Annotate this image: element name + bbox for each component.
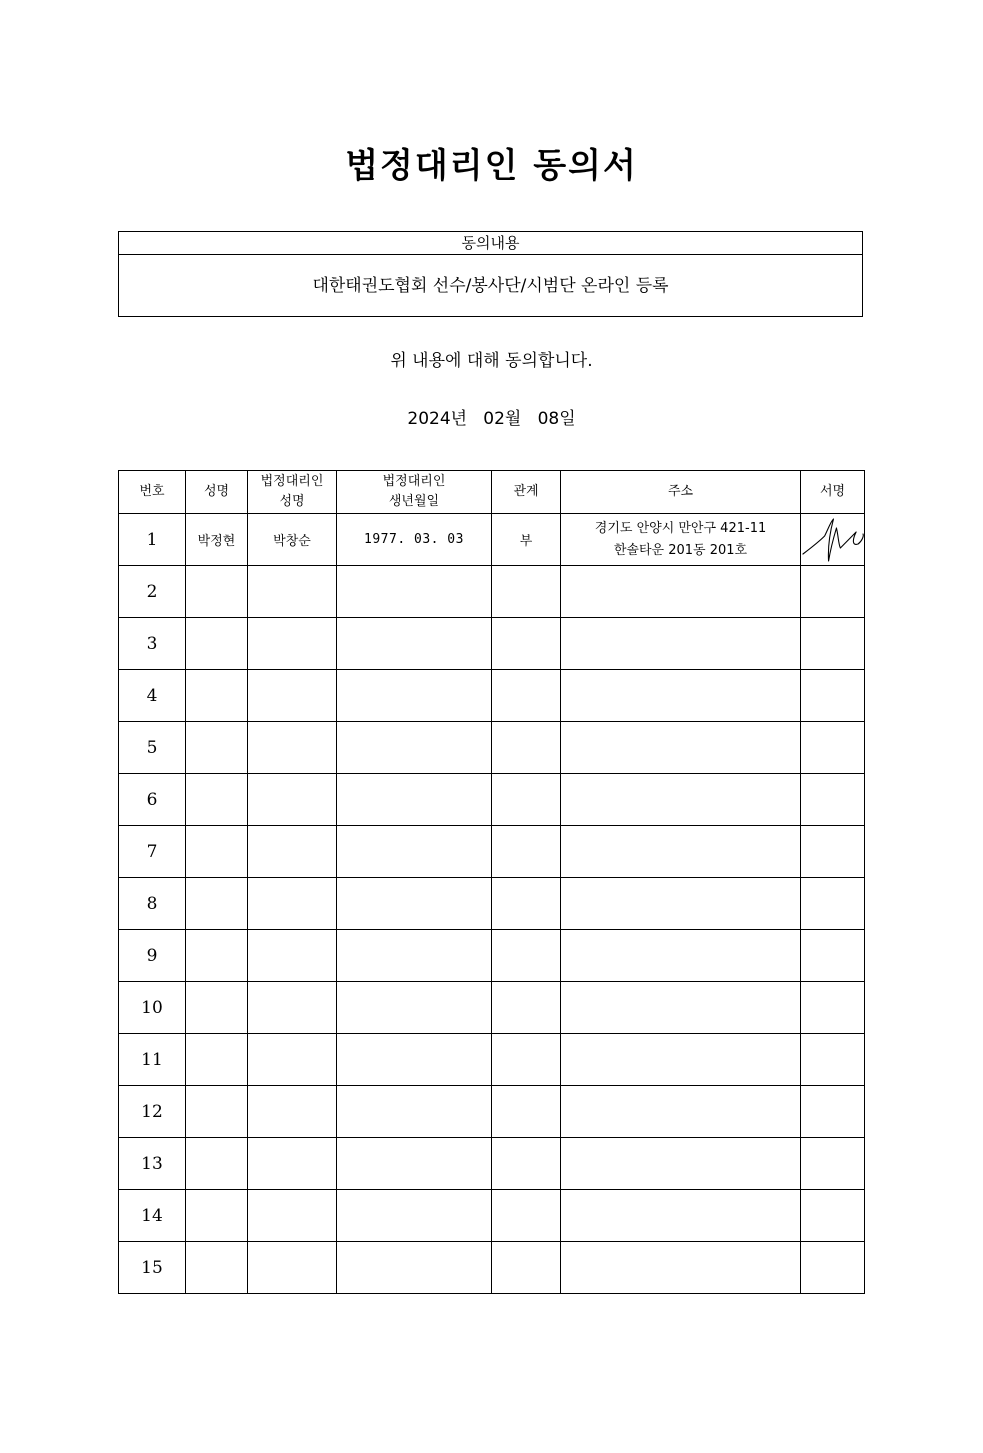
row-number: 2	[119, 566, 186, 618]
row-number: 1	[119, 514, 186, 566]
row-number: 10	[119, 982, 186, 1034]
row-guardian-birth: 1977. 03. 03	[337, 514, 492, 566]
header-guardian-name-line1: 법정대리인	[260, 474, 324, 489]
consent-box	[118, 231, 863, 317]
header-relation: 관계	[492, 471, 561, 514]
row-number: 7	[119, 826, 186, 878]
row-number: 14	[119, 1190, 186, 1242]
row-name: 박정현	[186, 514, 248, 566]
table-header-row	[119, 471, 865, 514]
consent-header: 동의내용	[119, 232, 862, 255]
row-number: 15	[119, 1242, 186, 1294]
table-row	[119, 1138, 865, 1190]
row-number: 8	[119, 878, 186, 930]
handwritten-signature	[801, 514, 864, 565]
date-year: 2024년	[407, 409, 468, 429]
header-signature: 서명	[801, 471, 865, 514]
date-day: 08일	[537, 409, 576, 429]
row-number: 6	[119, 774, 186, 826]
row-number: 4	[119, 670, 186, 722]
header-number: 번호	[119, 471, 186, 514]
row-number: 13	[119, 1138, 186, 1190]
table-row	[119, 1190, 865, 1242]
table-row	[119, 1086, 865, 1138]
row-guardian-name: 박창순	[248, 514, 337, 566]
table-row	[119, 670, 865, 722]
guardian-consent-table	[118, 470, 865, 1294]
row-number: 3	[119, 618, 186, 670]
header-guardian-birth-line1: 법정대리인	[382, 474, 446, 489]
table-row	[119, 930, 865, 982]
table-row	[119, 618, 865, 670]
row-address-line2: 한솔타운 201동 201호	[613, 542, 748, 558]
row-address-line1: 경기도 안양시 만안구 421-11	[594, 520, 767, 536]
document-title: 법정대리인 동의서	[345, 146, 638, 186]
row-relation: 부	[492, 514, 561, 566]
header-name: 성명	[186, 471, 248, 514]
table-row	[119, 566, 865, 618]
header-guardian-name-line2: 성명	[279, 494, 305, 509]
row-signature	[801, 514, 865, 566]
table-row	[119, 826, 865, 878]
date-month: 02월	[483, 409, 522, 429]
row-number: 11	[119, 1034, 186, 1086]
row-number: 12	[119, 1086, 186, 1138]
row-address	[561, 514, 801, 566]
table-row	[119, 1242, 865, 1294]
header-guardian-birth-line2: 생년월일	[388, 494, 440, 509]
table-row	[119, 878, 865, 930]
header-guardian-birth	[337, 471, 492, 514]
header-address: 주소	[561, 471, 801, 514]
table-row	[119, 1034, 865, 1086]
signing-date	[0, 404, 983, 429]
row-number: 5	[119, 722, 186, 774]
table-row	[119, 722, 865, 774]
header-guardian-name	[248, 471, 337, 514]
agreement-statement: 위 내용에 대해 동의합니다.	[390, 351, 593, 371]
table-row	[119, 774, 865, 826]
table-row	[119, 982, 865, 1034]
table-row	[119, 514, 865, 566]
consent-content: 대한태권도협회 선수/봉사단/시범단 온라인 등록	[312, 276, 669, 296]
row-number: 9	[119, 930, 186, 982]
